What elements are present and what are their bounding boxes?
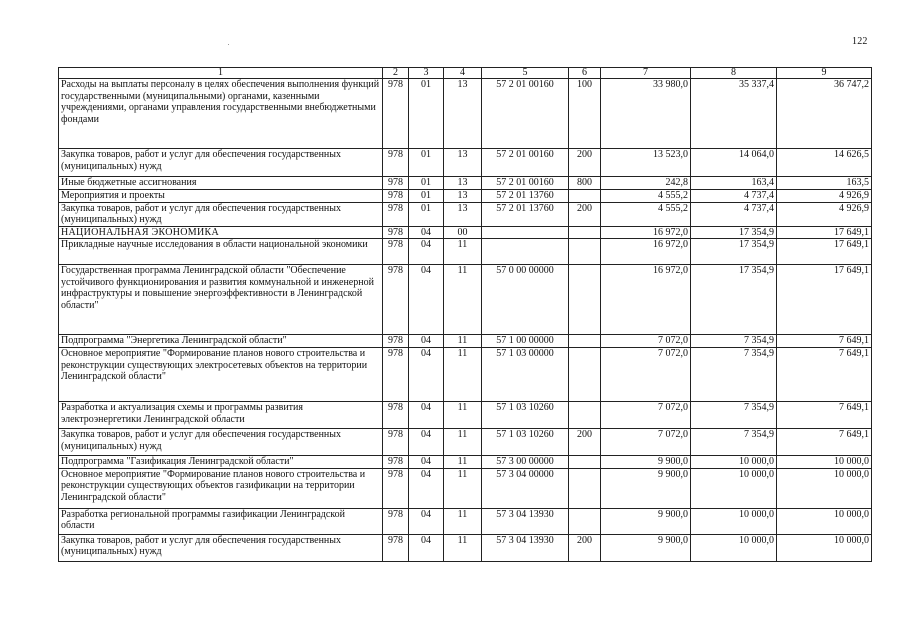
row-subsection-code: 11 xyxy=(444,335,482,348)
row-subsection-code: 11 xyxy=(444,508,482,534)
row-amount-col8: 17 354,9 xyxy=(691,239,777,265)
row-subsection-code: 13 xyxy=(444,190,482,203)
row-expense-type xyxy=(569,226,601,239)
row-amount-col8: 7 354,9 xyxy=(691,335,777,348)
row-amount-col9: 4 926,9 xyxy=(777,190,872,203)
row-name: Закупка товаров, работ и услуг для обеспечения государственных (муниципальных) нужд xyxy=(59,202,383,226)
row-section-code: 01 xyxy=(409,177,444,190)
row-name: Прикладные научные исследования в области национальной экономики xyxy=(59,239,383,265)
row-amount-col9: 36 747,2 xyxy=(777,79,872,149)
row-expense-type xyxy=(569,456,601,469)
row-name: Основное мероприятие "Формирование планов нового строительства и реконструкции существующих объектов газификации на территории Ленинградской области" xyxy=(59,468,383,508)
row-amount-col9: 163,5 xyxy=(777,177,872,190)
row-amount-col7: 4 555,2 xyxy=(601,190,691,203)
row-expense-type xyxy=(569,468,601,508)
row-amount-col7: 9 900,0 xyxy=(601,534,691,561)
row-name: Разработка и актуализация схемы и программы развития электроэнергетики Ленинградской области xyxy=(59,402,383,429)
row-amount-col8: 17 354,9 xyxy=(691,265,777,335)
table-row xyxy=(59,534,872,561)
row-amount-col9: 10 000,0 xyxy=(777,508,872,534)
row-expense-type: 200 xyxy=(569,534,601,561)
row-section-code: 04 xyxy=(409,456,444,469)
row-section-code: 04 xyxy=(409,508,444,534)
row-section-code: 04 xyxy=(409,335,444,348)
row-name: Подпрограмма "Энергетика Ленинградской области" xyxy=(59,335,383,348)
row-name: Закупка товаров, работ и услуг для обеспечения государственных (муниципальных) нужд xyxy=(59,534,383,561)
row-amount-col9: 10 000,0 xyxy=(777,534,872,561)
row-admin-code: 978 xyxy=(383,265,409,335)
row-expense-type xyxy=(569,265,601,335)
row-section-code: 01 xyxy=(409,149,444,177)
row-target-code: 57 2 01 00160 xyxy=(482,149,569,177)
row-amount-col7: 7 072,0 xyxy=(601,348,691,402)
column-header: 5 xyxy=(482,68,569,79)
row-amount-col7: 7 072,0 xyxy=(601,335,691,348)
table-row xyxy=(59,149,872,177)
column-header: 3 xyxy=(409,68,444,79)
row-amount-col7: 7 072,0 xyxy=(601,402,691,429)
row-admin-code: 978 xyxy=(383,79,409,149)
row-target-code: 57 3 04 00000 xyxy=(482,468,569,508)
table-row xyxy=(59,177,872,190)
row-expense-type xyxy=(569,508,601,534)
row-expense-type: 200 xyxy=(569,202,601,226)
row-name: НАЦИОНАЛЬНАЯ ЭКОНОМИКА xyxy=(59,226,383,239)
row-target-code: 57 2 01 13760 xyxy=(482,190,569,203)
table-row xyxy=(59,456,872,469)
row-subsection-code: 11 xyxy=(444,534,482,561)
row-subsection-code: 00 xyxy=(444,226,482,239)
column-header: 7 xyxy=(601,68,691,79)
row-target-code: 57 2 01 00160 xyxy=(482,177,569,190)
row-subsection-code: 11 xyxy=(444,468,482,508)
row-subsection-code: 13 xyxy=(444,149,482,177)
row-amount-col9: 10 000,0 xyxy=(777,468,872,508)
row-subsection-code: 11 xyxy=(444,456,482,469)
row-name: Государственная программа Ленинградской области "Обеспечение устойчивого функционирования и развития коммунальной и инженерной инфраструктуры и повышение энергоэффективности в Ленинградской области" xyxy=(59,265,383,335)
column-header: 4 xyxy=(444,68,482,79)
table-row xyxy=(59,202,872,226)
row-section-code: 04 xyxy=(409,468,444,508)
table-row xyxy=(59,239,872,265)
row-target-code: 57 3 04 13930 xyxy=(482,534,569,561)
table-row xyxy=(59,190,872,203)
row-target-code xyxy=(482,226,569,239)
row-section-code: 04 xyxy=(409,226,444,239)
row-amount-col9: 10 000,0 xyxy=(777,456,872,469)
row-subsection-code: 13 xyxy=(444,177,482,190)
row-section-code: 01 xyxy=(409,79,444,149)
row-amount-col9: 17 649,1 xyxy=(777,226,872,239)
row-expense-type xyxy=(569,348,601,402)
row-amount-col8: 7 354,9 xyxy=(691,429,777,456)
row-amount-col7: 9 900,0 xyxy=(601,468,691,508)
row-admin-code: 978 xyxy=(383,456,409,469)
row-amount-col9: 17 649,1 xyxy=(777,239,872,265)
row-subsection-code: 11 xyxy=(444,402,482,429)
row-admin-code: 978 xyxy=(383,202,409,226)
row-amount-col7: 242,8 xyxy=(601,177,691,190)
row-admin-code: 978 xyxy=(383,429,409,456)
row-section-code: 01 xyxy=(409,190,444,203)
row-subsection-code: 11 xyxy=(444,265,482,335)
row-admin-code: 978 xyxy=(383,402,409,429)
row-subsection-code: 11 xyxy=(444,239,482,265)
row-amount-col7: 33 980,0 xyxy=(601,79,691,149)
row-admin-code: 978 xyxy=(383,348,409,402)
table-row xyxy=(59,348,872,402)
row-admin-code: 978 xyxy=(383,190,409,203)
row-expense-type: 200 xyxy=(569,429,601,456)
row-amount-col7: 9 900,0 xyxy=(601,508,691,534)
table-row xyxy=(59,468,872,508)
row-name: Закупка товаров, работ и услуг для обеспечения государственных (муниципальных) нужд xyxy=(59,429,383,456)
row-expense-type xyxy=(569,239,601,265)
table-body xyxy=(59,79,872,562)
row-admin-code: 978 xyxy=(383,335,409,348)
row-amount-col8: 17 354,9 xyxy=(691,226,777,239)
row-admin-code: 978 xyxy=(383,149,409,177)
row-amount-col7: 13 523,0 xyxy=(601,149,691,177)
row-amount-col8: 14 064,0 xyxy=(691,149,777,177)
row-name: Разработка региональной программы газификации Ленинградской области xyxy=(59,508,383,534)
row-section-code: 01 xyxy=(409,202,444,226)
header-row xyxy=(59,68,872,79)
row-name: Подпрограмма "Газификация Ленинградской области" xyxy=(59,456,383,469)
row-amount-col8: 10 000,0 xyxy=(691,468,777,508)
row-expense-type: 200 xyxy=(569,149,601,177)
row-admin-code: 978 xyxy=(383,226,409,239)
row-admin-code: 978 xyxy=(383,177,409,190)
row-amount-col9: 14 626,5 xyxy=(777,149,872,177)
row-subsection-code: 11 xyxy=(444,429,482,456)
row-target-code: 57 1 03 10260 xyxy=(482,429,569,456)
page-number: 122 xyxy=(852,36,868,47)
table-row xyxy=(59,79,872,149)
row-amount-col8: 35 337,4 xyxy=(691,79,777,149)
row-subsection-code: 13 xyxy=(444,79,482,149)
row-expense-type: 800 xyxy=(569,177,601,190)
row-target-code: 57 2 01 13760 xyxy=(482,202,569,226)
column-header: 6 xyxy=(569,68,601,79)
table-row xyxy=(59,265,872,335)
row-name: Иные бюджетные ассигнования xyxy=(59,177,383,190)
column-header: 8 xyxy=(691,68,777,79)
row-target-code: 57 3 04 13930 xyxy=(482,508,569,534)
row-target-code xyxy=(482,239,569,265)
row-amount-col9: 7 649,1 xyxy=(777,402,872,429)
row-amount-col8: 10 000,0 xyxy=(691,534,777,561)
row-section-code: 04 xyxy=(409,348,444,402)
row-amount-col8: 7 354,9 xyxy=(691,402,777,429)
row-section-code: 04 xyxy=(409,534,444,561)
row-amount-col7: 16 972,0 xyxy=(601,239,691,265)
row-target-code: 57 1 03 00000 xyxy=(482,348,569,402)
column-header: 2 xyxy=(383,68,409,79)
row-subsection-code: 13 xyxy=(444,202,482,226)
row-name: Закупка товаров, работ и услуг для обеспечения государственных (муниципальных) нужд xyxy=(59,149,383,177)
row-amount-col7: 16 972,0 xyxy=(601,265,691,335)
row-amount-col8: 10 000,0 xyxy=(691,456,777,469)
budget-table xyxy=(58,67,872,562)
row-expense-type: 100 xyxy=(569,79,601,149)
row-section-code: 04 xyxy=(409,239,444,265)
column-header: 1 xyxy=(59,68,383,79)
row-amount-col8: 4 737,4 xyxy=(691,190,777,203)
row-amount-col8: 4 737,4 xyxy=(691,202,777,226)
table-row xyxy=(59,226,872,239)
row-target-code: 57 2 01 00160 xyxy=(482,79,569,149)
row-admin-code: 978 xyxy=(383,239,409,265)
row-admin-code: 978 xyxy=(383,534,409,561)
row-amount-col8: 7 354,9 xyxy=(691,348,777,402)
row-target-code: 57 0 00 00000 xyxy=(482,265,569,335)
row-subsection-code: 11 xyxy=(444,348,482,402)
row-amount-col9: 7 649,1 xyxy=(777,429,872,456)
row-amount-col9: 7 649,1 xyxy=(777,335,872,348)
row-expense-type xyxy=(569,335,601,348)
column-header: 9 xyxy=(777,68,872,79)
row-amount-col8: 163,4 xyxy=(691,177,777,190)
row-expense-type xyxy=(569,190,601,203)
row-amount-col7: 7 072,0 xyxy=(601,429,691,456)
row-amount-col7: 9 900,0 xyxy=(601,456,691,469)
row-amount-col9: 7 649,1 xyxy=(777,348,872,402)
row-amount-col7: 16 972,0 xyxy=(601,226,691,239)
scan-speck xyxy=(228,44,229,45)
row-amount-col9: 4 926,9 xyxy=(777,202,872,226)
table-row xyxy=(59,335,872,348)
row-admin-code: 978 xyxy=(383,508,409,534)
row-name: Основное мероприятие "Формирование планов нового строительства и реконструкции существующих электросетевых объектов на территории Ленинградской области" xyxy=(59,348,383,402)
row-admin-code: 978 xyxy=(383,468,409,508)
row-amount-col7: 4 555,2 xyxy=(601,202,691,226)
table-row xyxy=(59,508,872,534)
row-amount-col8: 10 000,0 xyxy=(691,508,777,534)
row-section-code: 04 xyxy=(409,265,444,335)
row-target-code: 57 1 00 00000 xyxy=(482,335,569,348)
row-expense-type xyxy=(569,402,601,429)
row-target-code: 57 1 03 10260 xyxy=(482,402,569,429)
row-name: Мероприятия и проекты xyxy=(59,190,383,203)
table-row xyxy=(59,402,872,429)
row-amount-col9: 17 649,1 xyxy=(777,265,872,335)
row-section-code: 04 xyxy=(409,402,444,429)
table-row xyxy=(59,429,872,456)
row-name: Расходы на выплаты персоналу в целях обеспечения выполнения функций государственными (муниципальными) органами, казенными учреждениями, органами управления государственными внебюджетными фондами xyxy=(59,79,383,149)
row-target-code: 57 3 00 00000 xyxy=(482,456,569,469)
row-section-code: 04 xyxy=(409,429,444,456)
